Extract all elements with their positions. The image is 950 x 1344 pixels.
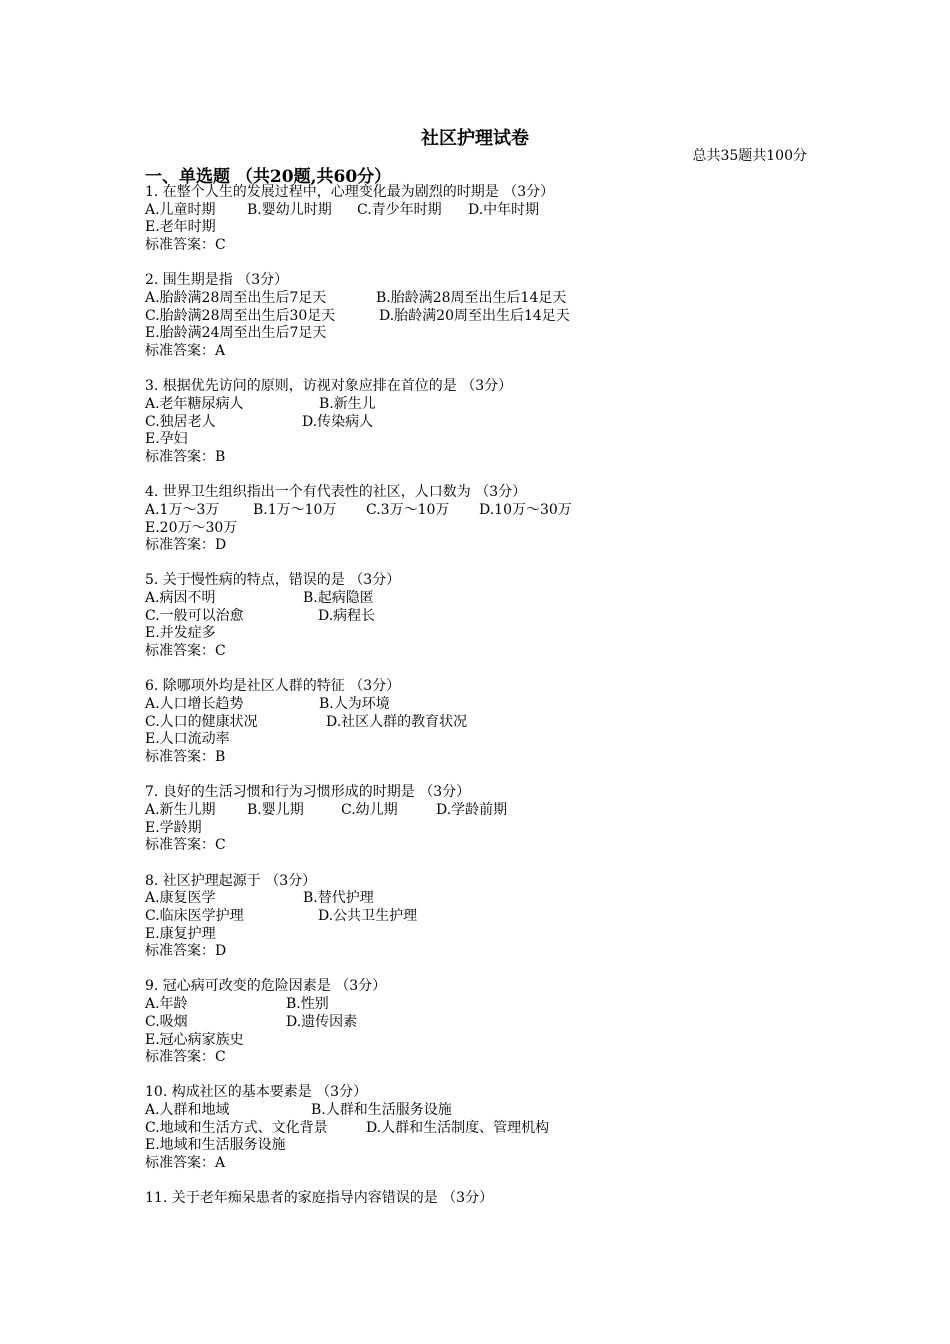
- option-a: A.儿童时期: [145, 201, 216, 218]
- option-d: D.社区人群的教育状况: [326, 713, 468, 730]
- option-row: [145, 731, 845, 749]
- option-b: B.人群和生活服务设施: [311, 1102, 452, 1119]
- answer-label: 标准答案：: [145, 749, 215, 766]
- option-row: [145, 908, 845, 926]
- option-d: D.学龄前期: [436, 801, 508, 818]
- standard-answer: [145, 749, 845, 767]
- option-b: B.性别: [286, 996, 329, 1013]
- standard-answer: [145, 1049, 845, 1067]
- option-row: [145, 1014, 845, 1032]
- option-c: C.3万～10万: [366, 501, 450, 518]
- option-e: E.孕妇: [145, 431, 188, 448]
- option-e: E.并发症多: [145, 625, 216, 642]
- question-9: [145, 978, 845, 1066]
- option-a: A.年龄: [145, 996, 188, 1013]
- question-4: [145, 484, 845, 555]
- option-row: [145, 1120, 845, 1138]
- option-row: [145, 325, 845, 343]
- question-stem: 4. 世界卫生组织指出一个有代表性的社区，人口数为 （3分）: [145, 484, 527, 501]
- option-row: [145, 308, 845, 326]
- option-row: [145, 1137, 845, 1155]
- option-row: [145, 714, 845, 732]
- answer-label: 标准答案：: [145, 943, 215, 960]
- option-e: E.老年时期: [145, 219, 216, 236]
- answer-label: 标准答案：: [145, 643, 215, 660]
- standard-answer: [145, 343, 845, 361]
- exam-summary: 总共35题共100分: [692, 148, 807, 164]
- answer-value: A: [215, 343, 226, 359]
- option-c: C.青少年时期: [357, 201, 442, 218]
- option-b: B.人为环境: [319, 696, 390, 712]
- option-row: [145, 219, 845, 237]
- question-11: [145, 1190, 845, 1208]
- option-c: C.临床医学护理: [145, 907, 244, 924]
- option-a: A.康复医学: [145, 890, 216, 907]
- option-b: B.婴儿期: [247, 801, 304, 818]
- option-d: D.中年时期: [468, 201, 540, 218]
- option-a: A.新生儿期: [145, 801, 216, 818]
- exam-title: 社区护理试卷: [421, 128, 529, 149]
- option-row: [145, 290, 845, 308]
- option-b: B.胎龄满28周至出生后14足天: [376, 289, 567, 306]
- answer-label: 标准答案：: [145, 448, 215, 465]
- option-row: [145, 890, 845, 908]
- option-e: E.学龄期: [145, 819, 202, 836]
- answer-value: B: [215, 448, 226, 465]
- option-b: B.替代护理: [303, 890, 374, 907]
- option-e: E.康复护理: [145, 925, 216, 942]
- option-c: C.地域和生活方式、文化背景: [145, 1119, 328, 1136]
- question-5: [145, 572, 845, 660]
- option-b: B.1万～10万: [253, 501, 337, 518]
- option-row: [145, 520, 845, 538]
- standard-answer: [145, 837, 845, 855]
- option-row: [145, 202, 845, 220]
- question-10: [145, 1084, 845, 1172]
- option-c: C.独居老人: [145, 413, 216, 430]
- answer-label: 标准答案：: [145, 343, 215, 359]
- option-c: C.一般可以治愈: [145, 607, 244, 624]
- question-stem: 5. 关于慢性病的特点，错误的是 （3分）: [145, 572, 401, 589]
- answer-label: 标准答案：: [145, 237, 215, 254]
- option-d: D.传染病人: [302, 413, 374, 430]
- standard-answer: [145, 643, 845, 661]
- question-8: [145, 873, 845, 961]
- option-row: [145, 502, 845, 520]
- answer-value: C: [215, 837, 226, 854]
- option-a: A.人口增长趋势: [145, 696, 244, 712]
- option-d: D.病程长: [318, 607, 376, 624]
- question-stem: 6. 除哪项外均是社区人群的特征 （3分）: [145, 678, 401, 695]
- question-stem: 2. 围生期是指 （3分）: [145, 272, 289, 289]
- question-7: [145, 784, 845, 855]
- question-1: [145, 184, 845, 255]
- option-row: [145, 820, 845, 838]
- option-row: [145, 996, 845, 1014]
- answer-value: D: [215, 537, 227, 554]
- section-title: 一、单选题 （共20题,共60分）: [145, 167, 392, 187]
- option-a: A.病因不明: [145, 590, 216, 607]
- option-row: [145, 1102, 845, 1120]
- question-stem: 1. 在整个人生的发展过程中，心理变化最为剧烈的时期是 （3分）: [145, 184, 555, 200]
- option-b: B.新生儿: [319, 395, 376, 412]
- answer-value: A: [215, 1155, 226, 1172]
- question-stem: 8. 社区护理起源于 （3分）: [145, 872, 317, 889]
- question-stem: 9. 冠心病可改变的危险因素是 （3分）: [145, 978, 387, 995]
- option-d: D.人群和生活制度、管理机构: [366, 1119, 550, 1136]
- option-row: [145, 802, 845, 820]
- option-e: E.地域和生活服务设施: [145, 1137, 286, 1154]
- answer-value: C: [215, 1049, 226, 1066]
- option-row: [145, 608, 845, 626]
- question-6: [145, 678, 845, 766]
- option-d: D.胎龄满20周至出生后14足天: [379, 307, 570, 324]
- option-d: D.遗传因素: [286, 1013, 358, 1030]
- answer-label: 标准答案：: [145, 1049, 215, 1066]
- standard-answer: [145, 943, 845, 961]
- option-c: C.人口的健康状况: [145, 713, 258, 730]
- option-c: C.幼儿期: [341, 801, 398, 818]
- option-a: A.胎龄满28周至出生后7足天: [145, 289, 327, 306]
- answer-value: B: [215, 749, 226, 766]
- question-stem: 7. 良好的生活习惯和行为习惯形成的时期是 （3分）: [145, 784, 471, 801]
- option-e: E.20万～30万: [145, 519, 238, 536]
- answer-label: 标准答案：: [145, 837, 215, 854]
- option-row: [145, 396, 845, 414]
- question-stem: 11. 关于老年痴呆患者的家庭指导内容错误的是 （3分）: [145, 1190, 494, 1207]
- option-a: A.老年糖尿病人: [145, 395, 244, 412]
- option-c: C.吸烟: [145, 1013, 188, 1030]
- option-row: [145, 414, 845, 432]
- standard-answer: [145, 537, 845, 555]
- answer-value: C: [215, 643, 226, 660]
- question-stem: 3. 根据优先访问的原则，访视对象应排在首位的是 （3分）: [145, 378, 513, 395]
- question-3: [145, 378, 845, 466]
- option-row: [145, 926, 845, 944]
- option-e: E.人口流动率: [145, 731, 230, 748]
- option-row: [145, 431, 845, 449]
- question-list: [145, 184, 845, 1226]
- option-e: E.胎龄满24周至出生后7足天: [145, 325, 327, 342]
- option-a: A.人群和地域: [145, 1102, 230, 1119]
- standard-answer: [145, 1155, 845, 1173]
- option-b: B.起病隐匿: [303, 590, 374, 607]
- option-row: [145, 1032, 845, 1050]
- option-row: [145, 625, 845, 643]
- answer-value: D: [215, 943, 227, 960]
- answer-label: 标准答案：: [145, 537, 215, 554]
- standard-answer: [145, 237, 845, 255]
- option-row: [145, 590, 845, 608]
- standard-answer: [145, 449, 845, 467]
- option-d: D.公共卫生护理: [318, 907, 418, 924]
- question-2: [145, 272, 845, 360]
- option-b: B.婴幼儿时期: [247, 201, 332, 218]
- answer-label: 标准答案：: [145, 1155, 215, 1172]
- option-row: [145, 696, 845, 714]
- option-a: A.1万～3万: [145, 501, 220, 518]
- option-d: D.10万～30万: [479, 501, 572, 518]
- option-e: E.冠心病家族史: [145, 1031, 244, 1048]
- option-c: C.胎龄满28周至出生后30足天: [145, 307, 336, 324]
- question-stem: 10. 构成社区的基本要素是 （3分）: [145, 1084, 368, 1101]
- answer-value: C: [215, 237, 226, 254]
